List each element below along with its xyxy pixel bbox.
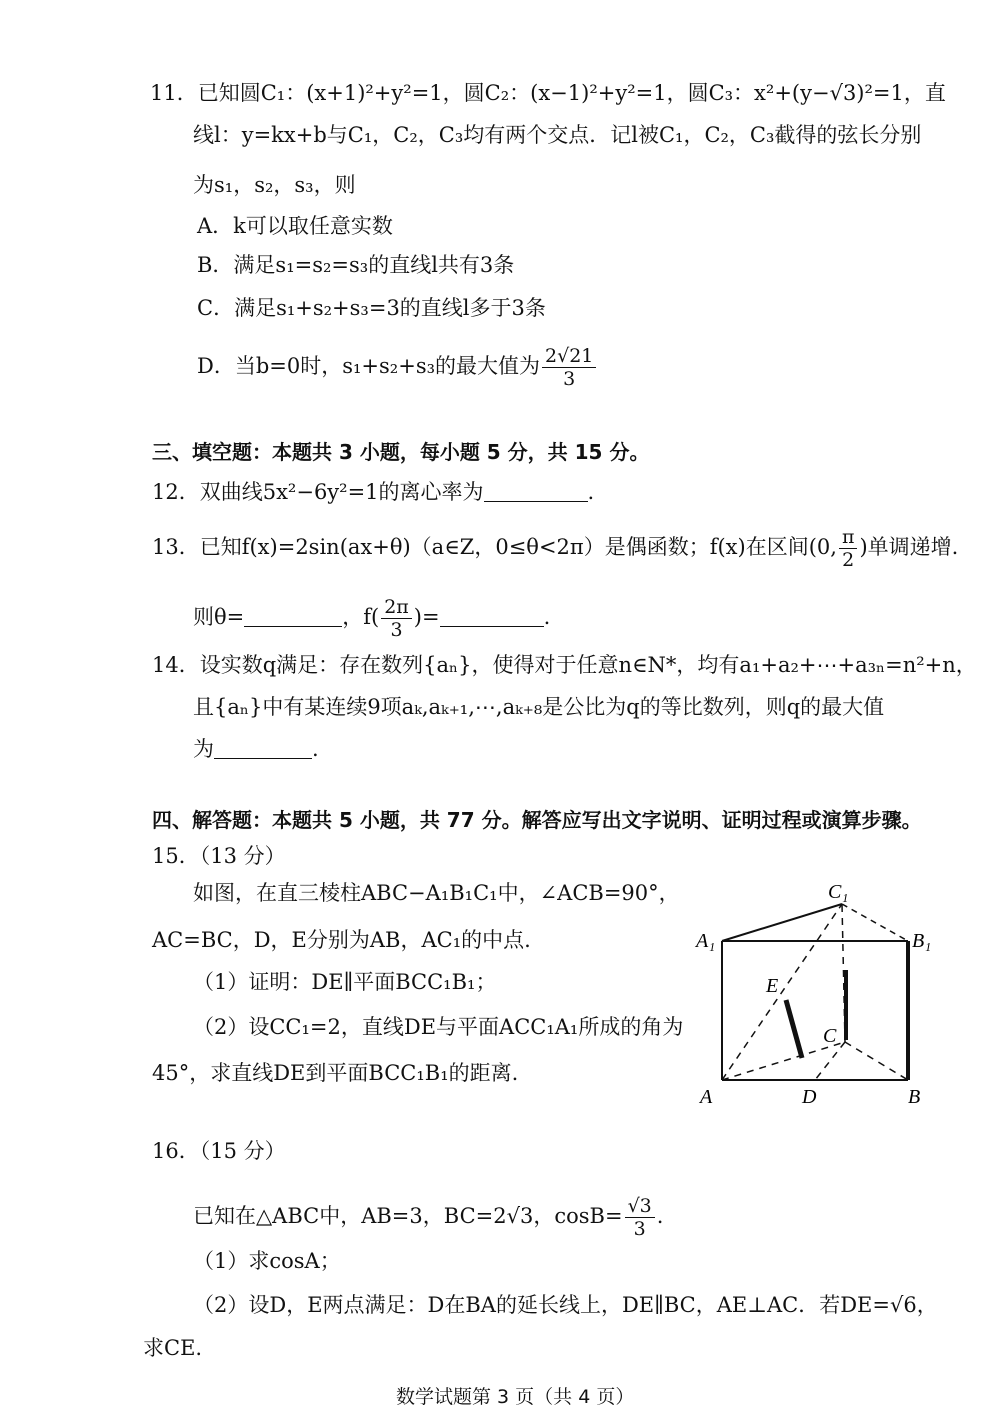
q11-option-d-text: D．当b=0时，s₁+s₂+s₃的最大值为: [197, 354, 541, 378]
edge-a-c-dashed: [722, 1042, 845, 1080]
q13-f-close: )=: [413, 605, 440, 629]
q15-line2: AC=BC，D，E分别为AB，AC₁的中点.: [152, 928, 531, 952]
q15-part1: （1）证明：DE∥平面BCC₁B₁；: [193, 970, 497, 994]
edge-c1-b1: [842, 904, 908, 941]
q13-f-label: ，f(: [342, 605, 380, 629]
q13-arg-fraction: [381, 596, 412, 641]
q11-option-d: [197, 345, 598, 390]
q11-line2: 线l：y=kx+b与C₁，C₂，C₃均有两个交点．记l被C₁，C₂，C₃截得的弦长分别: [193, 123, 922, 147]
q12-text: 12．双曲线5x²−6y²=1的离心率为: [152, 480, 484, 504]
edge-c-d-dashed: [815, 1042, 845, 1080]
q11-option-c: C．满足s₁+s₂+s₃=3的直线l多于3条: [197, 296, 546, 320]
page-footer: 数学试题第 3 页（共 4 页）: [396, 1386, 635, 1408]
q13-f-blank: [440, 604, 544, 627]
figure-label-d: D: [802, 1086, 817, 1108]
q14-end: .: [312, 737, 319, 761]
prism-figure: [690, 870, 940, 1115]
q11-option-a: A．k可以取任意实数: [197, 214, 393, 238]
section4-heading: 四、解答题：本题共 5 小题，共 77 分。解答应写出文字说明、证明过程或演算步骤。: [152, 808, 922, 832]
q13-pi-numerator: π: [839, 526, 858, 549]
q16-part2-line1: （2）设D，E两点满足：D在BA的延长线上，DE∥BC，AE⊥AC．若DE=√6，: [193, 1293, 938, 1317]
q14-answer-blank: [214, 736, 312, 759]
q11-option-b: B．满足s₁=s₂=s₃的直线l共有3条: [197, 253, 515, 277]
figure-label-b1: B₁: [912, 930, 932, 952]
q14-line3: [193, 734, 319, 764]
q13-text-b: )单调递增.: [859, 535, 959, 559]
q16-line1: [193, 1195, 663, 1240]
segment-d-e: [786, 1000, 802, 1058]
q12-line: [152, 477, 594, 507]
q14-line2: 且{aₙ}中有某连续9项aₖ,aₖ₊₁,⋯,aₖ₊₈是公比为q的等比数列，则q的最大值: [193, 695, 885, 719]
q15-part2-line2: 45°，求直线DE到平面BCC₁B₁的距离.: [152, 1061, 519, 1085]
q14-line1: 14．设实数q满足：存在数列{aₙ}，使得对于任意n∈N*，均有a₁+a₂+⋯+a₃ₙ=n²+n，: [152, 653, 977, 677]
q14-text: 为: [193, 737, 214, 761]
figure-label-b: B: [908, 1086, 921, 1108]
edge-c-b-dashed: [845, 1042, 908, 1080]
q16-cos-numerator: √3: [625, 1195, 655, 1218]
q16-part2-line2: 求CE.: [143, 1336, 203, 1360]
q15-line1: 如图，在直三棱柱ABC−A₁B₁C₁中，∠ACB=90°，: [193, 881, 680, 905]
edge-a-c1-dashed: [722, 904, 842, 1080]
q13-line1: [152, 526, 958, 571]
section3-heading: 三、填空题：本题共 3 小题，每小题 5 分，共 15 分。: [152, 440, 650, 464]
q16-cos-fraction: [625, 1195, 655, 1240]
q11-line3: 为s₁，s₂，s₃，则: [193, 173, 356, 197]
q11-line1: 11．已知圆C₁：(x+1)²+y²=1，圆C₂：(x−1)²+y²=1，圆C₃：x²+(y−√3)²=1，直: [150, 81, 946, 105]
q13-pi-fraction: [839, 526, 858, 571]
q13-line2: [193, 596, 550, 641]
q16-heading: 16．（15 分）: [152, 1139, 286, 1163]
q15-part2-line1: （2）设CC₁=2，直线DE与平面ACC₁A₁所成的角为: [193, 1015, 684, 1039]
q13-arg-numerator: 2π: [381, 596, 412, 619]
figure-label-a: A: [700, 1086, 713, 1108]
q13-theta-blank: [244, 604, 342, 627]
q13-theta-label: 则θ=: [193, 605, 245, 629]
q12-end: .: [587, 480, 595, 504]
edge-a1-c1: [722, 904, 842, 941]
q16-cos-denominator: 3: [633, 1218, 646, 1240]
q13-text-a: 13．已知f(x)=2sin(ax+θ)（a∈Z，0≤θ<2π）是偶函数；f(x)在区间(0,: [152, 535, 837, 559]
q16-text-b: .: [656, 1204, 664, 1228]
figure-label-c: C: [823, 1025, 837, 1047]
q13-end: .: [543, 605, 551, 629]
figure-label-a1: A₁: [696, 930, 716, 952]
q11-option-d-fraction: [542, 345, 596, 390]
q11-option-d-denominator: 3: [563, 368, 576, 390]
q12-answer-blank: [484, 479, 588, 502]
q13-pi-denominator: 2: [842, 549, 855, 571]
figure-label-e: E: [766, 975, 779, 997]
q16-part1: （1）求cosA；: [193, 1249, 341, 1273]
q16-text-a: 已知在△ABC中，AB=3，BC=2√3，cosB=: [193, 1204, 623, 1228]
q13-arg-denominator: 3: [390, 619, 403, 641]
q15-heading: 15．（13 分）: [152, 844, 286, 868]
figure-label-c1: C₁: [828, 881, 849, 903]
q11-option-d-numerator: 2√21: [542, 345, 596, 368]
